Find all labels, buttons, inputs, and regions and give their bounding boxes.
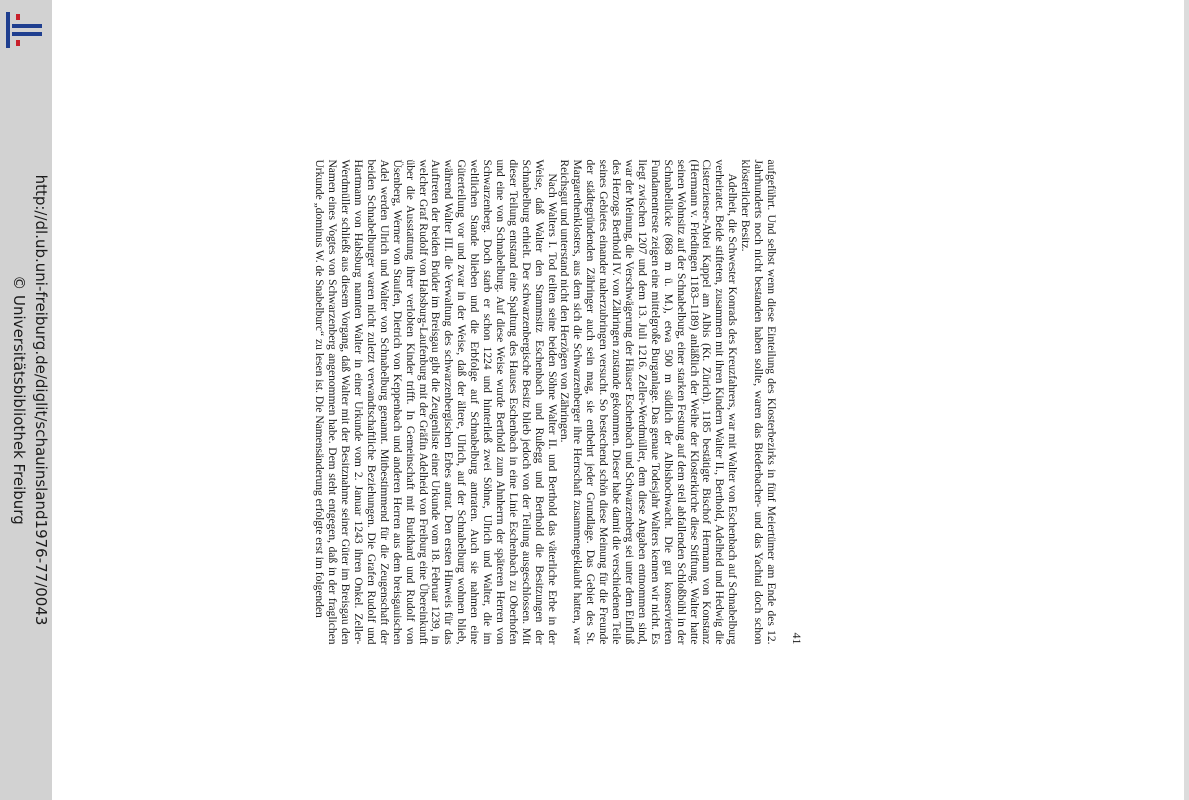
page-edge-scrollbar[interactable]	[1184, 0, 1189, 800]
page-number: 41	[790, 632, 804, 645]
source-url[interactable]: http://dl.ub.uni-freiburg.de/diglit/schauinsland1976-77/0043	[32, 174, 50, 626]
paragraph: Nach Walters I. Tod teilten seine beiden Söhne Walter II. und Berthold das väterliche Erbe in der Weise, daß Walter den Stammsitz Eschenbach und Rußegg und Berthold die Besitzungen der Schnabelburg erhielt. Der schwarzenbergische Besitz blieb jedoch von der Teilung ausgeschlossen. Mit dieser Teilung entstand eine Spaltung des Hauses Eschenbach in eine Linie Eschenbach zu Oberhofen und eine von Schnabelburg. Auf diese Weise wurde Berthold zum Ahnherrn der späteren Herren von Schwarzenberg. Doch starb er schon 1224 und hinterließ zwei Söhne, Ulrich und Walter, die im weltlichen Stande blieben und die Erbfolge auf Schnabelburg antraten. Auch sie nahmen eine Güterteilung vor und zwar in der Weise, daß der ältere, Ulrich, auf der Schnabelburg wohnen blieb, während Walter III. die Verwaltung des schwarzenbergischen Erbes antrat. Den ersten Hinweis für das Auftreten der beiden Brüder im Breisgau gibt die Zeugenliste einer Urkunde vom 18. Februar 1239, in welcher Graf Rudolf von Habsburg-Laufenburg mit der Gräfin Adelheid von Freiburg eine Übereinkunft über die Ausstattung ihrer verlobten Kinder trifft. In Gemeinschaft mit Burkhard und Rudolf von Üsenberg, Werner von Staufen, Dietrich von Keppenbach und anderen Herren aus dem breisgauischen Adel werden Ulrich und Walter von Schnabelburg genannt. Mitbestimmend für die Zeugenschaft der beiden Schnabelburger waren nicht zuletzt verwandtschaftliche Beziehungen. Die Grafen Rudolf und Hartmann von Habsburg nannten Walter in einer Urkunde vom 2. Januar 1243 ihren Onkel. Zeller-Werdmüller schließt aus diesem Vorgang, daß Walter mit der Besitznahme seiner Güter im Breisgau den Namen eines Vogtes von Schwarzenberg angenommen habe. Dem steht entgegen, daß in der fraglichen Urkunde „dominus W. de Snabelburc“ zu lesen ist. Die Namensänderung erfolgte erst im folgenden	[313, 159, 558, 645]
paragraph: aufgeführt. Und selbst wenn diese Einteilung des Klosterbezirks in fünf Meiertümer am Ende des 12. Jahrhunderts noch nicht bestanden haben sollte, waren das Biederbacher- und das Yachtal doch schon klösterlicher Besitz.	[739, 159, 777, 645]
rotated-citation	[0, 0, 52, 800]
paragraph: Adelheit, die Schwester Konrads des Kreuzfahrers, war mit Walter von Eschenbach auf Schnabelburg verheiratet. Beide stifteten, zusammen mit ihren Kindern Walter II., Berthold, Adelheid und Hedwig die Cisterzienser-Abtei Kappel am Albis (Kt. Zürich). 1185 bestätigte Bischof Hermann von Konstanz (Hermann v. Friedingen 1183–1189) anläßlich der Weihe der Klosterkirche diese Stiftung. Walter hatte seinen Wohnsitz auf der Schnabelburg, einer starken Festung auf dem steil abfallenden Schloßbühl in der Schnabellücke (868 m ü. M.), etwa 500 m südlich der Albishochwacht. Die gut konservierten Fundamentreste zeigen eine mittelgroße Burganlage. Das genaue Todesjahr Walters kennen wir nicht. Es liegt zwischen 1207 und dem 13. Juli 1216. Zeller-Werdmüller, dem diese Angaben entnommen sind, war der Meinung, die Verschwägerung der Häuser Eschenbach und Schwarzenberg sei unter dem Einfluß des Herzogs Berthold IV. von Zähringen zustande gekommen. Dieser habe damit die verschiedenen Teile seines Gebietes einander naherzubringen versucht. So bestechend schön diese Meinung für die Freunde der städtegründenden Zähringer auch sein mag, sie entbehrt jeder Grundlage. Das Gebiet des St. Margarethenklosters, aus dem sich die Schwarzenberger ihre Herrschaft zusammengeklaubt hatten, war Reichsgut und unterstand nicht den Herzögen von Zähringen.	[558, 159, 739, 645]
copyright-notice: © Universitätsbibliothek Freiburg	[10, 275, 28, 525]
scanned-page	[313, 159, 804, 645]
viewer-sidebar	[0, 0, 52, 800]
